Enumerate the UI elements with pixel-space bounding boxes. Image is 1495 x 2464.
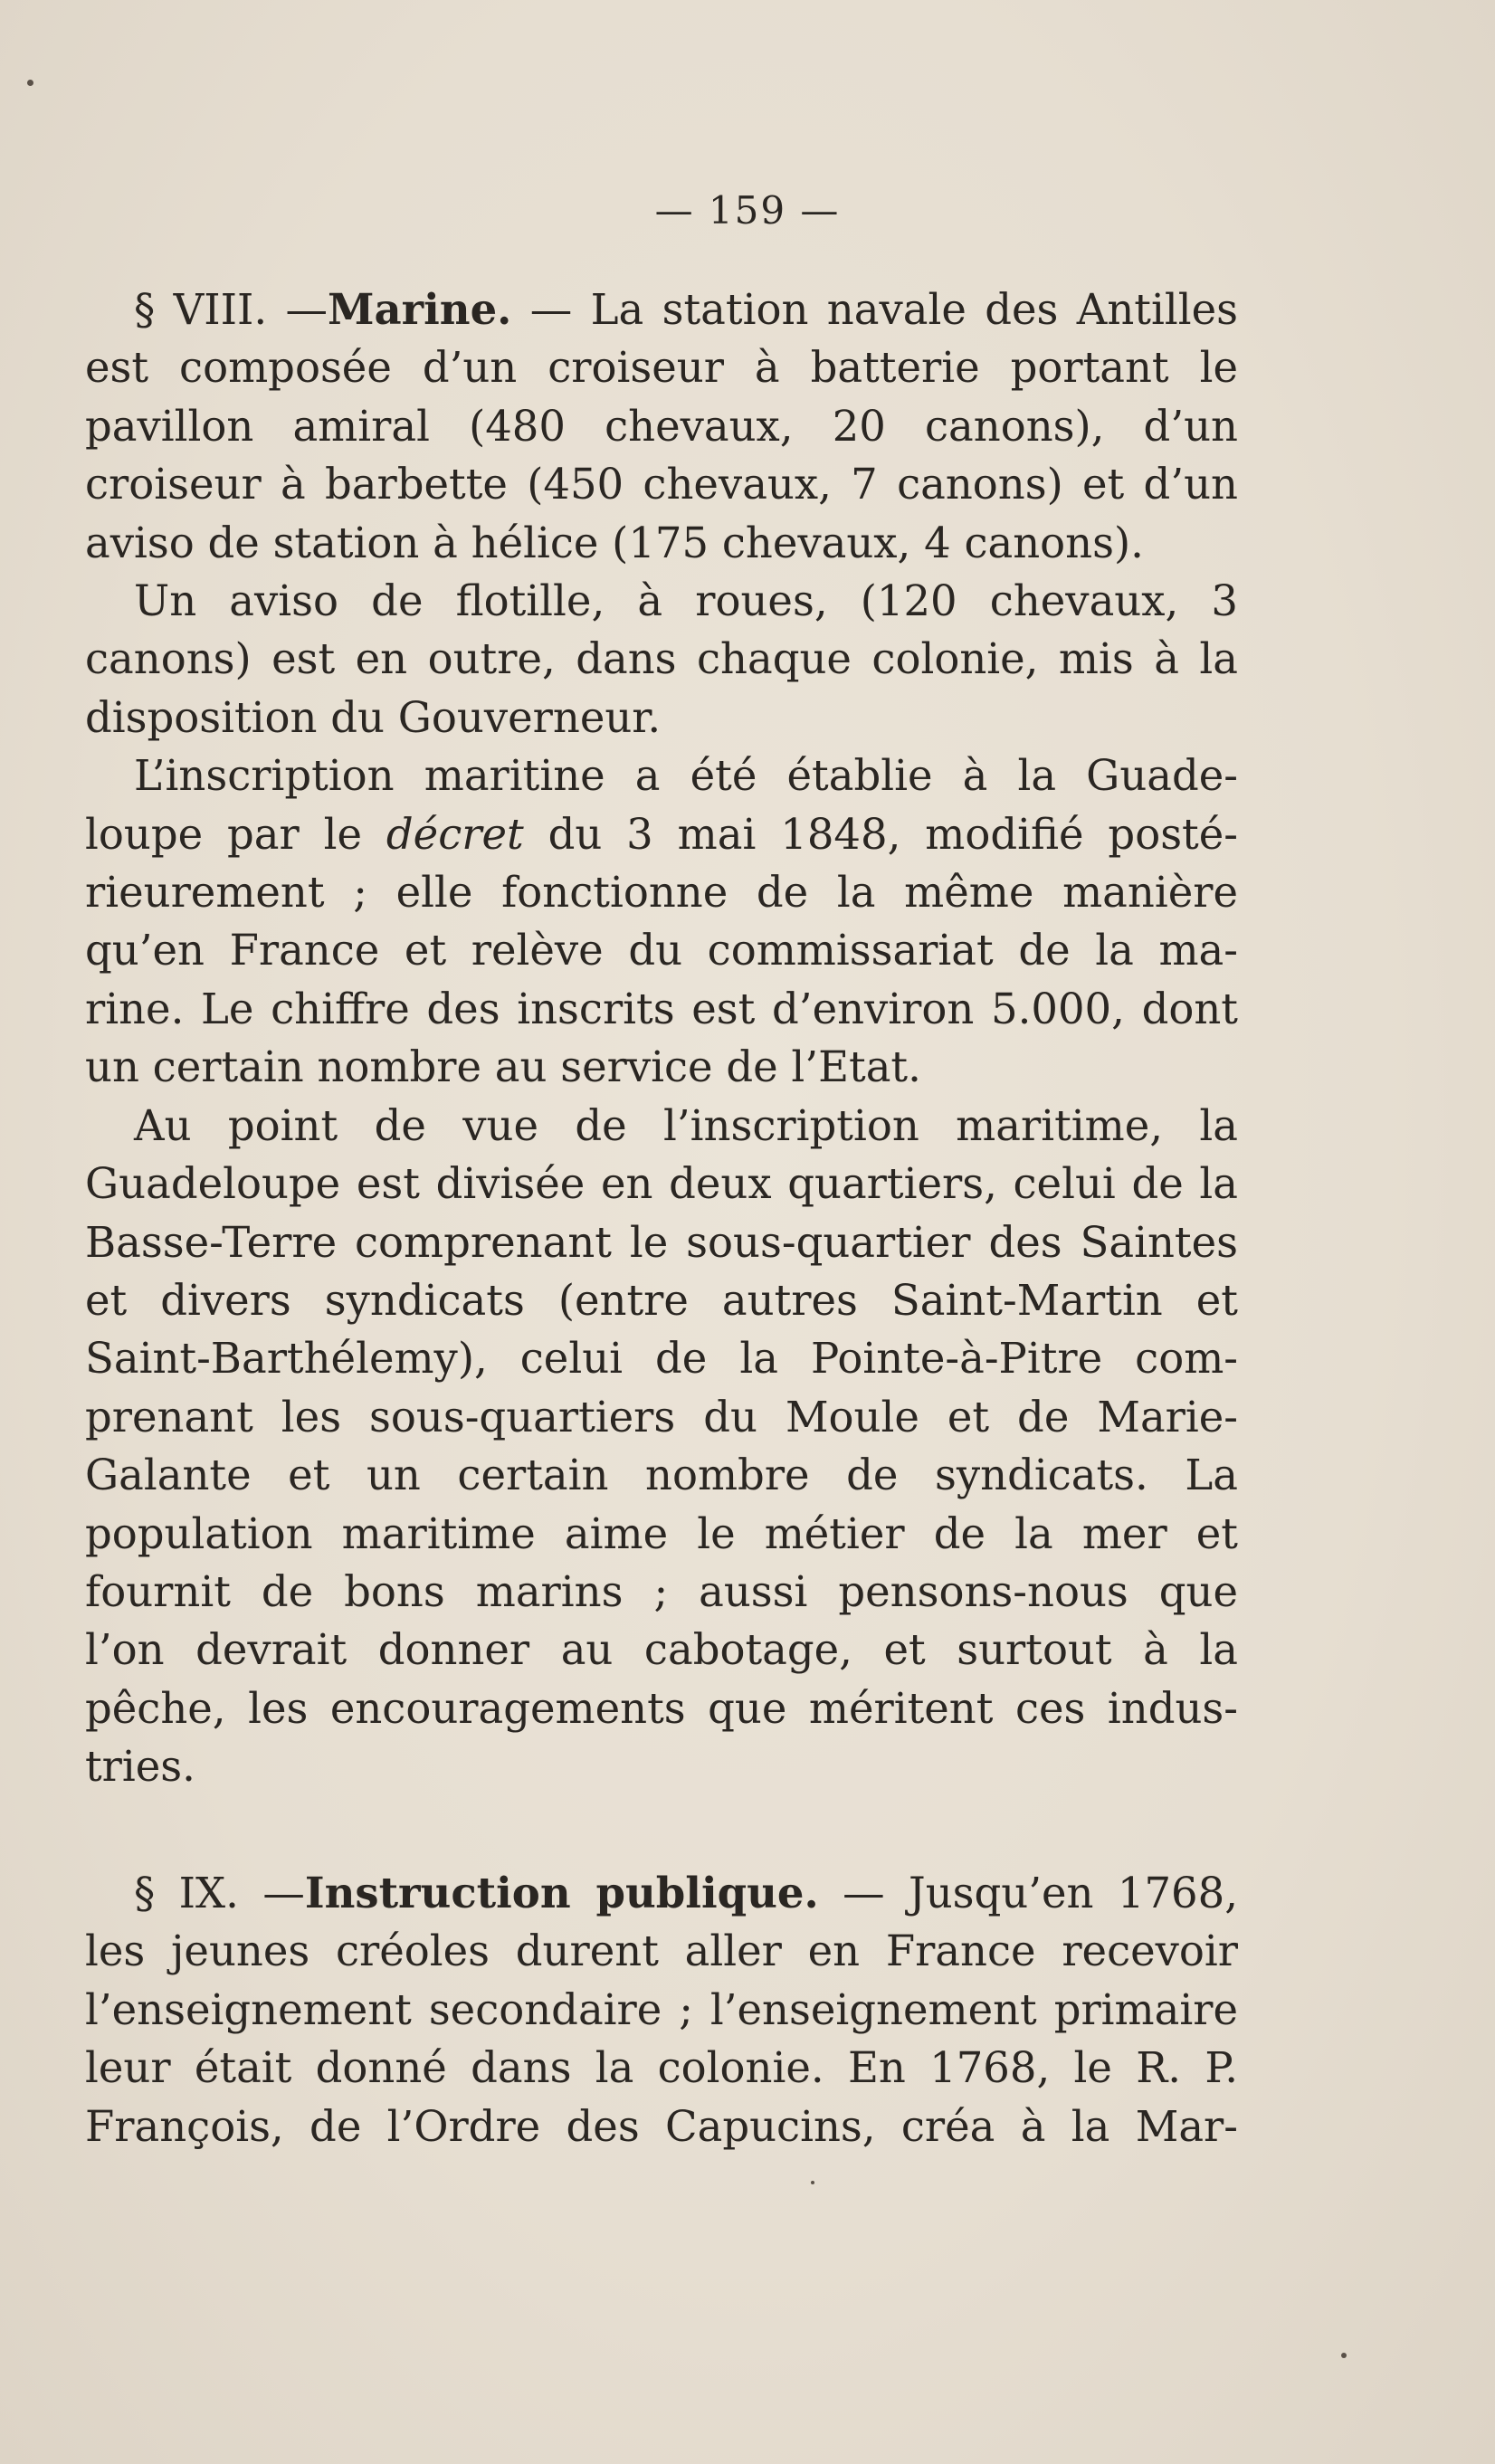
section-title: Instruction publique. xyxy=(304,1868,819,1917)
text-line: Au point de vue de l’inscription maritime, la xyxy=(134,1100,1238,1150)
italic-word: décret xyxy=(386,809,524,859)
text-line: est composée d’un croiseur à batterie portant le xyxy=(85,343,1238,393)
text-line: croiseur à barbette (450 chevaux, 7 canons) et d’un xyxy=(85,460,1238,509)
text-line: rine. Le chiffre des inscrits est d’environ 5.000, dont xyxy=(85,984,1238,1033)
section-heading-line: § VIII. —Marine. — La station navale des Antilles xyxy=(134,284,1238,334)
text-line: pêche, les encouragements que méritent ces indus- xyxy=(85,1683,1238,1733)
text-line: fournit de bons marins ; aussi pensons-nous que xyxy=(85,1566,1238,1616)
section-number: § IX. — xyxy=(134,1869,305,1917)
text-line: Galante et un certain nombre de syndicats. La xyxy=(85,1451,1238,1500)
text-line: canons) est en outre, dans chaque colonie, mis à la xyxy=(85,634,1238,684)
text-line: Saint-Barthélemy), celui de la Pointe-à-Pitre com- xyxy=(85,1334,1238,1384)
section-ix-instruction-publique xyxy=(85,1864,1238,2155)
text-line: rieurement ; elle fonctionne de la même manière xyxy=(85,868,1238,918)
text-line: leur était donné dans la colonie. En 1768, le R. P. xyxy=(85,2043,1238,2093)
text-line: L’inscription maritine a été établie à la Guade- xyxy=(134,751,1238,801)
text-line: prenant les sous-quartiers du Moule et de Marie- xyxy=(85,1392,1238,1441)
text-line: loupe par le décret du 3 mai 1848, modifié posté- xyxy=(85,809,1238,859)
text-line: tries. xyxy=(85,1742,195,1792)
paper-speck xyxy=(1341,2353,1347,2358)
text-line: qu’en France et relève du commissariat de la ma- xyxy=(85,926,1238,975)
text-line: et divers syndicats (entre autres Saint-Martin et xyxy=(85,1275,1238,1325)
text-line: François, de l’Ordre des Capucins, créa à la Mar- xyxy=(85,2101,1238,2151)
section-number: § VIII. — xyxy=(134,285,328,334)
paper-speck xyxy=(811,2181,814,2184)
section-viii-marine xyxy=(85,281,1238,1796)
text-line: aviso de station à hélice (175 chevaux, 4 canons). xyxy=(85,518,1144,567)
text-line: les jeunes créoles durent aller en France recevoir xyxy=(85,1926,1238,1976)
text-line: pavillon amiral (480 chevaux, 20 canons), d’un xyxy=(85,401,1238,451)
text-line: disposition du Gouverneur. xyxy=(85,692,662,742)
section-title: Marine. xyxy=(328,284,512,334)
text-line: un certain nombre au service de l’Etat. xyxy=(85,1042,921,1092)
text-line: Guadeloupe est divisée en deux quartiers, celui de la xyxy=(85,1159,1238,1209)
text-line: l’on devrait donner au cabotage, et surtout à la xyxy=(85,1625,1238,1675)
paper-speck xyxy=(27,80,33,86)
section-heading-line: § IX. —Instruction publique. — Jusqu’en 1768, xyxy=(134,1868,1238,1917)
text-line: l’enseignement secondaire ; l’enseignement primaire xyxy=(85,1984,1238,2034)
page-number: — 159 — xyxy=(654,188,841,233)
text-line: population maritime aime le métier de la mer et xyxy=(85,1508,1238,1558)
text-line: Basse-Terre comprenant le sous-quartier des Saintes xyxy=(85,1217,1238,1267)
text-line: Un aviso de flotille, à roues, (120 chevaux, 3 xyxy=(134,576,1238,626)
